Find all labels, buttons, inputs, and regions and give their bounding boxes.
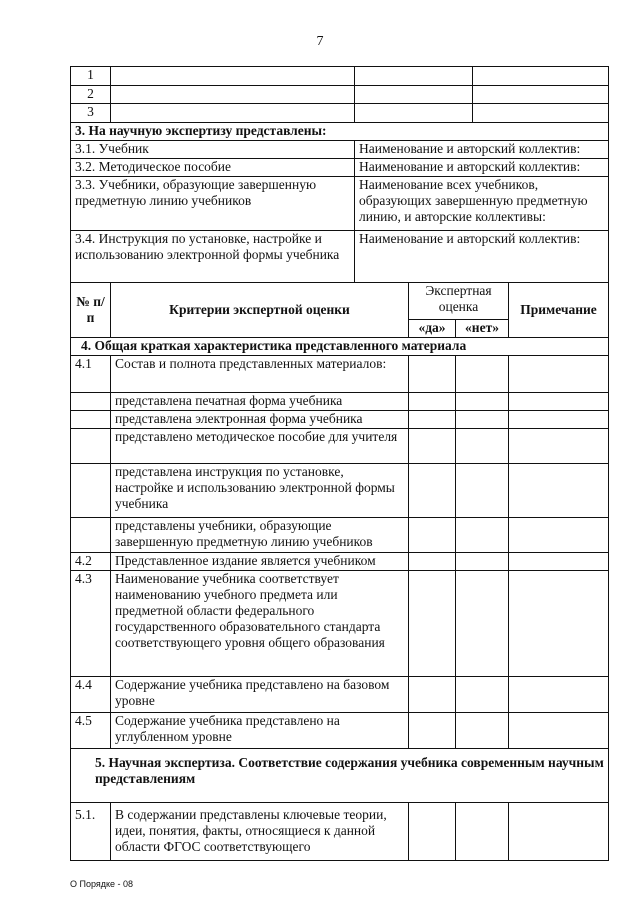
- row-num: 4.3: [71, 571, 111, 677]
- section3-header: 3. На научную экспертизу представлены:: [71, 123, 609, 141]
- table-row: [71, 464, 609, 518]
- section3-row-right: Наименование и авторский коллектив:: [355, 159, 609, 177]
- column-header-yes: «да»: [409, 320, 456, 338]
- top-row-num: 3: [71, 104, 111, 123]
- column-header-criteria: Критерии экспертной оценки: [111, 283, 409, 338]
- section5-header: 5. Научная экспертиза. Соответствие содержания учебника современным научным представлениям: [71, 749, 609, 803]
- row-text: Состав и полнота представленных материалов:: [111, 356, 409, 393]
- section3-row-left: 3.4. Инструкция по установке, настройке и использованию электронной формы учебника: [71, 231, 355, 283]
- row-num: [71, 393, 111, 411]
- column-header-no: «нет»: [456, 320, 509, 338]
- row-text: Представленное издание является учебником: [111, 553, 409, 571]
- table-row: [71, 553, 609, 571]
- section3-row-left: 3.2. Методическое пособие: [71, 159, 355, 177]
- row-num: 4.1: [71, 356, 111, 393]
- page-number: 7: [316, 34, 324, 49]
- row-num: 4.4: [71, 677, 111, 713]
- table-row: [71, 713, 609, 749]
- row-num: [71, 411, 111, 429]
- row-text: В содержании представлены ключевые теории, идеи, понятия, факты, относящиеся к данной области ФГОС соответствующего: [111, 803, 409, 861]
- section4-header: 4. Общая краткая характеристика представленного материала: [71, 338, 609, 356]
- row-num: [71, 518, 111, 553]
- section3-row: [71, 159, 609, 177]
- row-text: представлена печатная форма учебника: [111, 393, 409, 411]
- section3-row: [71, 231, 609, 283]
- section3-row: [71, 177, 609, 231]
- row-text: представлены учебники, образующие завершенную предметную линию учебников: [111, 518, 409, 553]
- column-header-num: № п/п: [71, 283, 111, 338]
- row-num: [71, 429, 111, 464]
- row-text: Наименование учебника соответствует наименованию учебного предмета или предметной области федерального государственного образовательного стандарта соответствующего уровня общего образования: [111, 571, 409, 677]
- row-text: представлена электронная форма учебника: [111, 411, 409, 429]
- section3-row-right: Наименование и авторский коллектив:: [355, 141, 609, 159]
- row-num: [71, 464, 111, 518]
- section3-row-left: 3.1. Учебник: [71, 141, 355, 159]
- table-row: [71, 356, 609, 393]
- table-row: [71, 393, 609, 411]
- row-num: 4.2: [71, 553, 111, 571]
- section3-row-right: Наименование всех учебников, образующих завершенную предметную линию, и авторские коллективы:: [355, 177, 609, 231]
- table-row: [71, 803, 609, 861]
- row-text: Содержание учебника представлено на базовом уровне: [111, 677, 409, 713]
- top-row-num: 1: [71, 67, 111, 86]
- table-row: [71, 571, 609, 677]
- table-row: [71, 429, 609, 464]
- column-header-expert: Экспертная оценка: [409, 283, 509, 320]
- top-row: [71, 86, 609, 104]
- top-row-num: 2: [71, 86, 111, 104]
- row-num: 4.5: [71, 713, 111, 749]
- table-row: [71, 518, 609, 553]
- table-row: [71, 411, 609, 429]
- top-row: [71, 67, 609, 86]
- footer-label: О Порядке - 08: [70, 879, 134, 889]
- row-num: 5.1.: [71, 803, 111, 861]
- table-row: [71, 677, 609, 713]
- row-text: представлено методическое пособие для учителя: [111, 429, 409, 464]
- criteria-table: [70, 282, 609, 861]
- row-text: представлена инструкция по установке, настройке и использованию электронной формы учебника: [111, 464, 409, 518]
- top-table: [70, 66, 609, 283]
- row-text: Содержание учебника представлено на углубленном уровне: [111, 713, 409, 749]
- section3-row-left: 3.3. Учебники, образующие завершенную предметную линию учебников: [71, 177, 355, 231]
- section3-row: [71, 141, 609, 159]
- section3-row-right: Наименование и авторский коллектив:: [355, 231, 609, 283]
- column-header-note: Примечание: [509, 283, 609, 338]
- top-row: [71, 104, 609, 123]
